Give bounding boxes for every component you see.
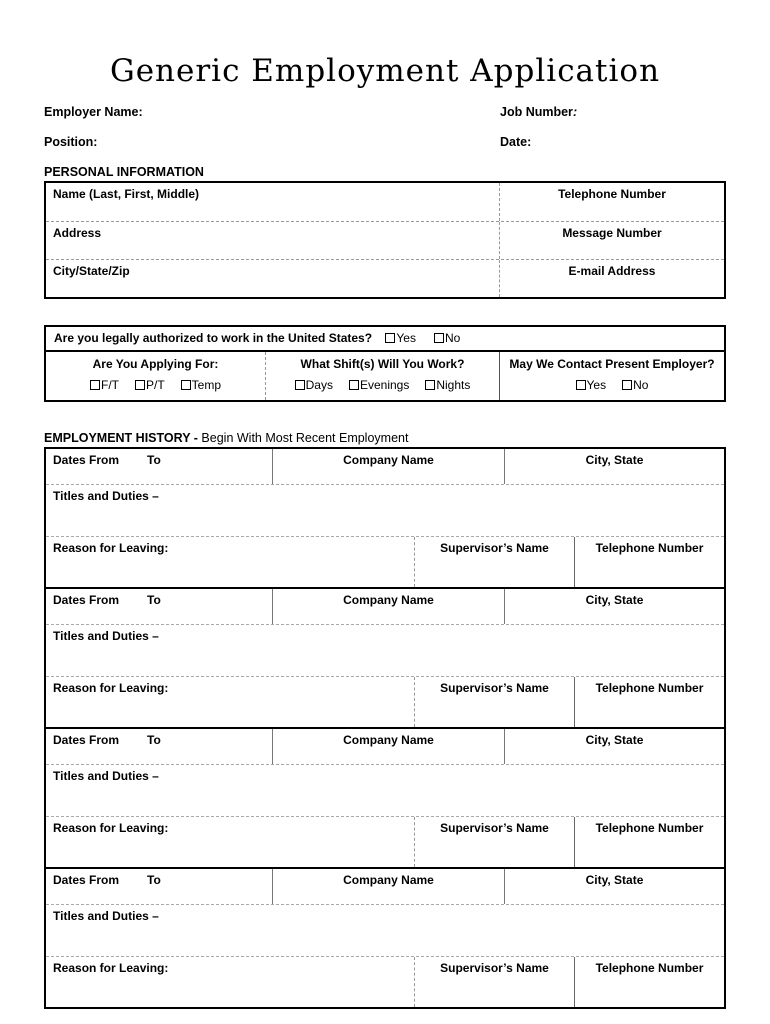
- city-state-zip-label: City/State/Zip: [53, 264, 130, 279]
- personal-info-table: [44, 181, 726, 299]
- contact-yes-option: [576, 378, 607, 392]
- city-state-label: City, State: [585, 593, 644, 608]
- shifts-header: What Shift(s) Will You Work?: [300, 357, 465, 372]
- email-label: E-mail Address: [568, 264, 656, 279]
- employment-history-heading-rest: Begin With Most Recent Employment: [197, 431, 409, 446]
- employment-history-heading: [44, 431, 726, 445]
- address-cell[interactable]: [46, 222, 500, 259]
- contact-no-option: [622, 378, 648, 392]
- company-cell[interactable]: [272, 869, 504, 904]
- city-state-label: City, State: [585, 453, 644, 468]
- checkbox-nights[interactable]: [425, 380, 435, 390]
- employment-block-4: [46, 867, 724, 1007]
- telephone-number-cell[interactable]: [574, 957, 724, 1007]
- company-cell[interactable]: [272, 589, 504, 624]
- eligibility-table: [44, 325, 726, 402]
- supervisor-cell[interactable]: [414, 537, 574, 587]
- titles-duties-cell[interactable]: [46, 625, 724, 677]
- date-field[interactable]: [500, 135, 726, 151]
- contact-employer-header: May We Contact Present Employer?: [509, 357, 715, 372]
- temp-option: [181, 378, 221, 392]
- table-row: [46, 183, 724, 221]
- employment-history-table: [44, 447, 726, 1009]
- company-label: Company Name: [343, 593, 434, 608]
- company-cell[interactable]: [272, 729, 504, 764]
- applying-for-header: Are You Applying For:: [92, 357, 219, 372]
- telephone-number-label: Telephone Number: [595, 681, 704, 696]
- dates-from-label: Dates From: [53, 733, 120, 748]
- checkbox-evenings[interactable]: [349, 380, 359, 390]
- titles-duties-cell[interactable]: [46, 765, 724, 817]
- dates-to-label: To: [147, 453, 161, 468]
- employment-block-3: [46, 727, 724, 867]
- titles-duties-label: Titles and Duties –: [53, 909, 159, 924]
- shifts-column: [265, 352, 499, 400]
- header-fields: [44, 105, 726, 151]
- telephone-number-label: Telephone Number: [595, 961, 704, 976]
- pt-option: [135, 378, 165, 392]
- employer-name-label: Employer Name:: [44, 105, 143, 120]
- authorized-question-label: Are you legally authorized to work in the United States?: [54, 331, 373, 346]
- checkbox-days[interactable]: [295, 380, 305, 390]
- days-label: Days: [305, 378, 333, 393]
- employment-history-heading-bold: EMPLOYMENT HISTORY -: [44, 431, 198, 446]
- telephone-cell[interactable]: [500, 183, 724, 221]
- company-label: Company Name: [343, 733, 434, 748]
- dates-cell[interactable]: [46, 869, 272, 904]
- contact-no-label: No: [633, 378, 649, 393]
- telephone-number-cell[interactable]: [574, 817, 724, 867]
- telephone-number-label: Telephone Number: [595, 821, 704, 836]
- checkbox-temp[interactable]: [181, 380, 191, 390]
- reason-label: Reason for Leaving:: [53, 821, 169, 836]
- evenings-option: [349, 378, 409, 392]
- employment-block-2: [46, 587, 724, 727]
- dates-from-label: Dates From: [53, 593, 120, 608]
- message-number-cell[interactable]: [500, 222, 724, 259]
- city-state-label: City, State: [585, 733, 644, 748]
- evenings-label: Evenings: [359, 378, 410, 393]
- reason-cell[interactable]: [46, 817, 414, 867]
- job-number-label: Job Number:: [500, 105, 578, 120]
- supervisor-label: Supervisor’s Name: [440, 961, 549, 976]
- city-state-cell[interactable]: [504, 729, 724, 764]
- dates-to-label: To: [147, 593, 161, 608]
- city-state-label: City, State: [585, 873, 644, 888]
- pt-label: P/T: [145, 378, 165, 393]
- city-state-zip-cell[interactable]: [46, 260, 500, 297]
- ft-option: [90, 378, 119, 392]
- table-row: [46, 221, 724, 259]
- ft-label: F/T: [100, 378, 119, 393]
- reason-label: Reason for Leaving:: [53, 961, 169, 976]
- address-label: Address: [53, 226, 102, 241]
- reason-label: Reason for Leaving:: [53, 681, 169, 696]
- employment-block-1: [46, 449, 724, 587]
- personal-info-heading: PERSONAL INFORMATION: [44, 165, 204, 180]
- supervisor-cell[interactable]: [414, 957, 574, 1007]
- reason-cell[interactable]: [46, 537, 414, 587]
- supervisor-cell[interactable]: [414, 817, 574, 867]
- city-state-cell[interactable]: [504, 449, 724, 484]
- titles-duties-label: Titles and Duties –: [53, 489, 159, 504]
- nights-label: Nights: [436, 378, 471, 393]
- checkbox-pt[interactable]: [135, 380, 145, 390]
- dates-cell[interactable]: [46, 589, 272, 624]
- page-title: Generic Employment Application: [109, 53, 661, 89]
- name-label: Name (Last, First, Middle): [53, 187, 200, 202]
- email-cell[interactable]: [500, 260, 724, 297]
- checkbox-contact-yes[interactable]: [576, 380, 586, 390]
- checkbox-authorized-no[interactable]: [434, 333, 444, 343]
- dates-cell[interactable]: [46, 449, 272, 484]
- telephone-number-cell[interactable]: [574, 537, 724, 587]
- contact-yes-label: Yes: [586, 378, 607, 393]
- supervisor-cell[interactable]: [414, 677, 574, 727]
- dates-cell[interactable]: [46, 729, 272, 764]
- titles-duties-label: Titles and Duties –: [53, 629, 159, 644]
- company-label: Company Name: [343, 873, 434, 888]
- checkbox-ft[interactable]: [90, 380, 100, 390]
- supervisor-label: Supervisor’s Name: [440, 821, 549, 836]
- authorized-yes-label: Yes: [396, 331, 416, 346]
- authorized-no-label: No: [444, 331, 461, 346]
- company-label: Company Name: [343, 453, 434, 468]
- message-number-label: Message Number: [562, 226, 662, 241]
- job-number-field[interactable]: [500, 105, 726, 121]
- authorized-question-row: [46, 327, 724, 352]
- checkbox-contact-no[interactable]: [622, 380, 632, 390]
- telephone-number-label: Telephone Number: [595, 541, 704, 556]
- dates-to-label: To: [147, 873, 161, 888]
- employer-name-field[interactable]: [44, 105, 500, 121]
- dates-to-label: To: [147, 733, 161, 748]
- position-label: Position:: [44, 135, 98, 150]
- company-cell[interactable]: [272, 449, 504, 484]
- telephone-label: Telephone Number: [558, 187, 666, 202]
- table-row: [46, 259, 724, 297]
- city-state-cell[interactable]: [504, 869, 724, 904]
- days-option: [295, 378, 333, 392]
- city-state-cell[interactable]: [504, 589, 724, 624]
- eligibility-columns: [46, 352, 724, 400]
- authorized-yes-option: [385, 331, 416, 345]
- authorized-no-option: [434, 331, 460, 345]
- reason-label: Reason for Leaving:: [53, 541, 169, 556]
- titles-duties-label: Titles and Duties –: [53, 769, 159, 784]
- supervisor-label: Supervisor’s Name: [440, 681, 549, 696]
- contact-employer-column: [499, 352, 724, 400]
- reason-cell[interactable]: [46, 957, 414, 1007]
- position-field[interactable]: [44, 135, 500, 151]
- telephone-number-cell[interactable]: [574, 677, 724, 727]
- reason-cell[interactable]: [46, 677, 414, 727]
- dates-from-label: Dates From: [53, 873, 120, 888]
- titles-duties-cell[interactable]: [46, 485, 724, 537]
- applying-for-column: [46, 352, 265, 400]
- dates-from-label: Dates From: [53, 453, 120, 468]
- nights-option: [425, 378, 470, 392]
- supervisor-label: Supervisor’s Name: [440, 541, 549, 556]
- checkbox-authorized-yes[interactable]: [385, 333, 395, 343]
- temp-label: Temp: [191, 378, 221, 393]
- name-cell[interactable]: [46, 183, 500, 221]
- titles-duties-cell[interactable]: [46, 905, 724, 957]
- date-label: Date:: [500, 135, 532, 150]
